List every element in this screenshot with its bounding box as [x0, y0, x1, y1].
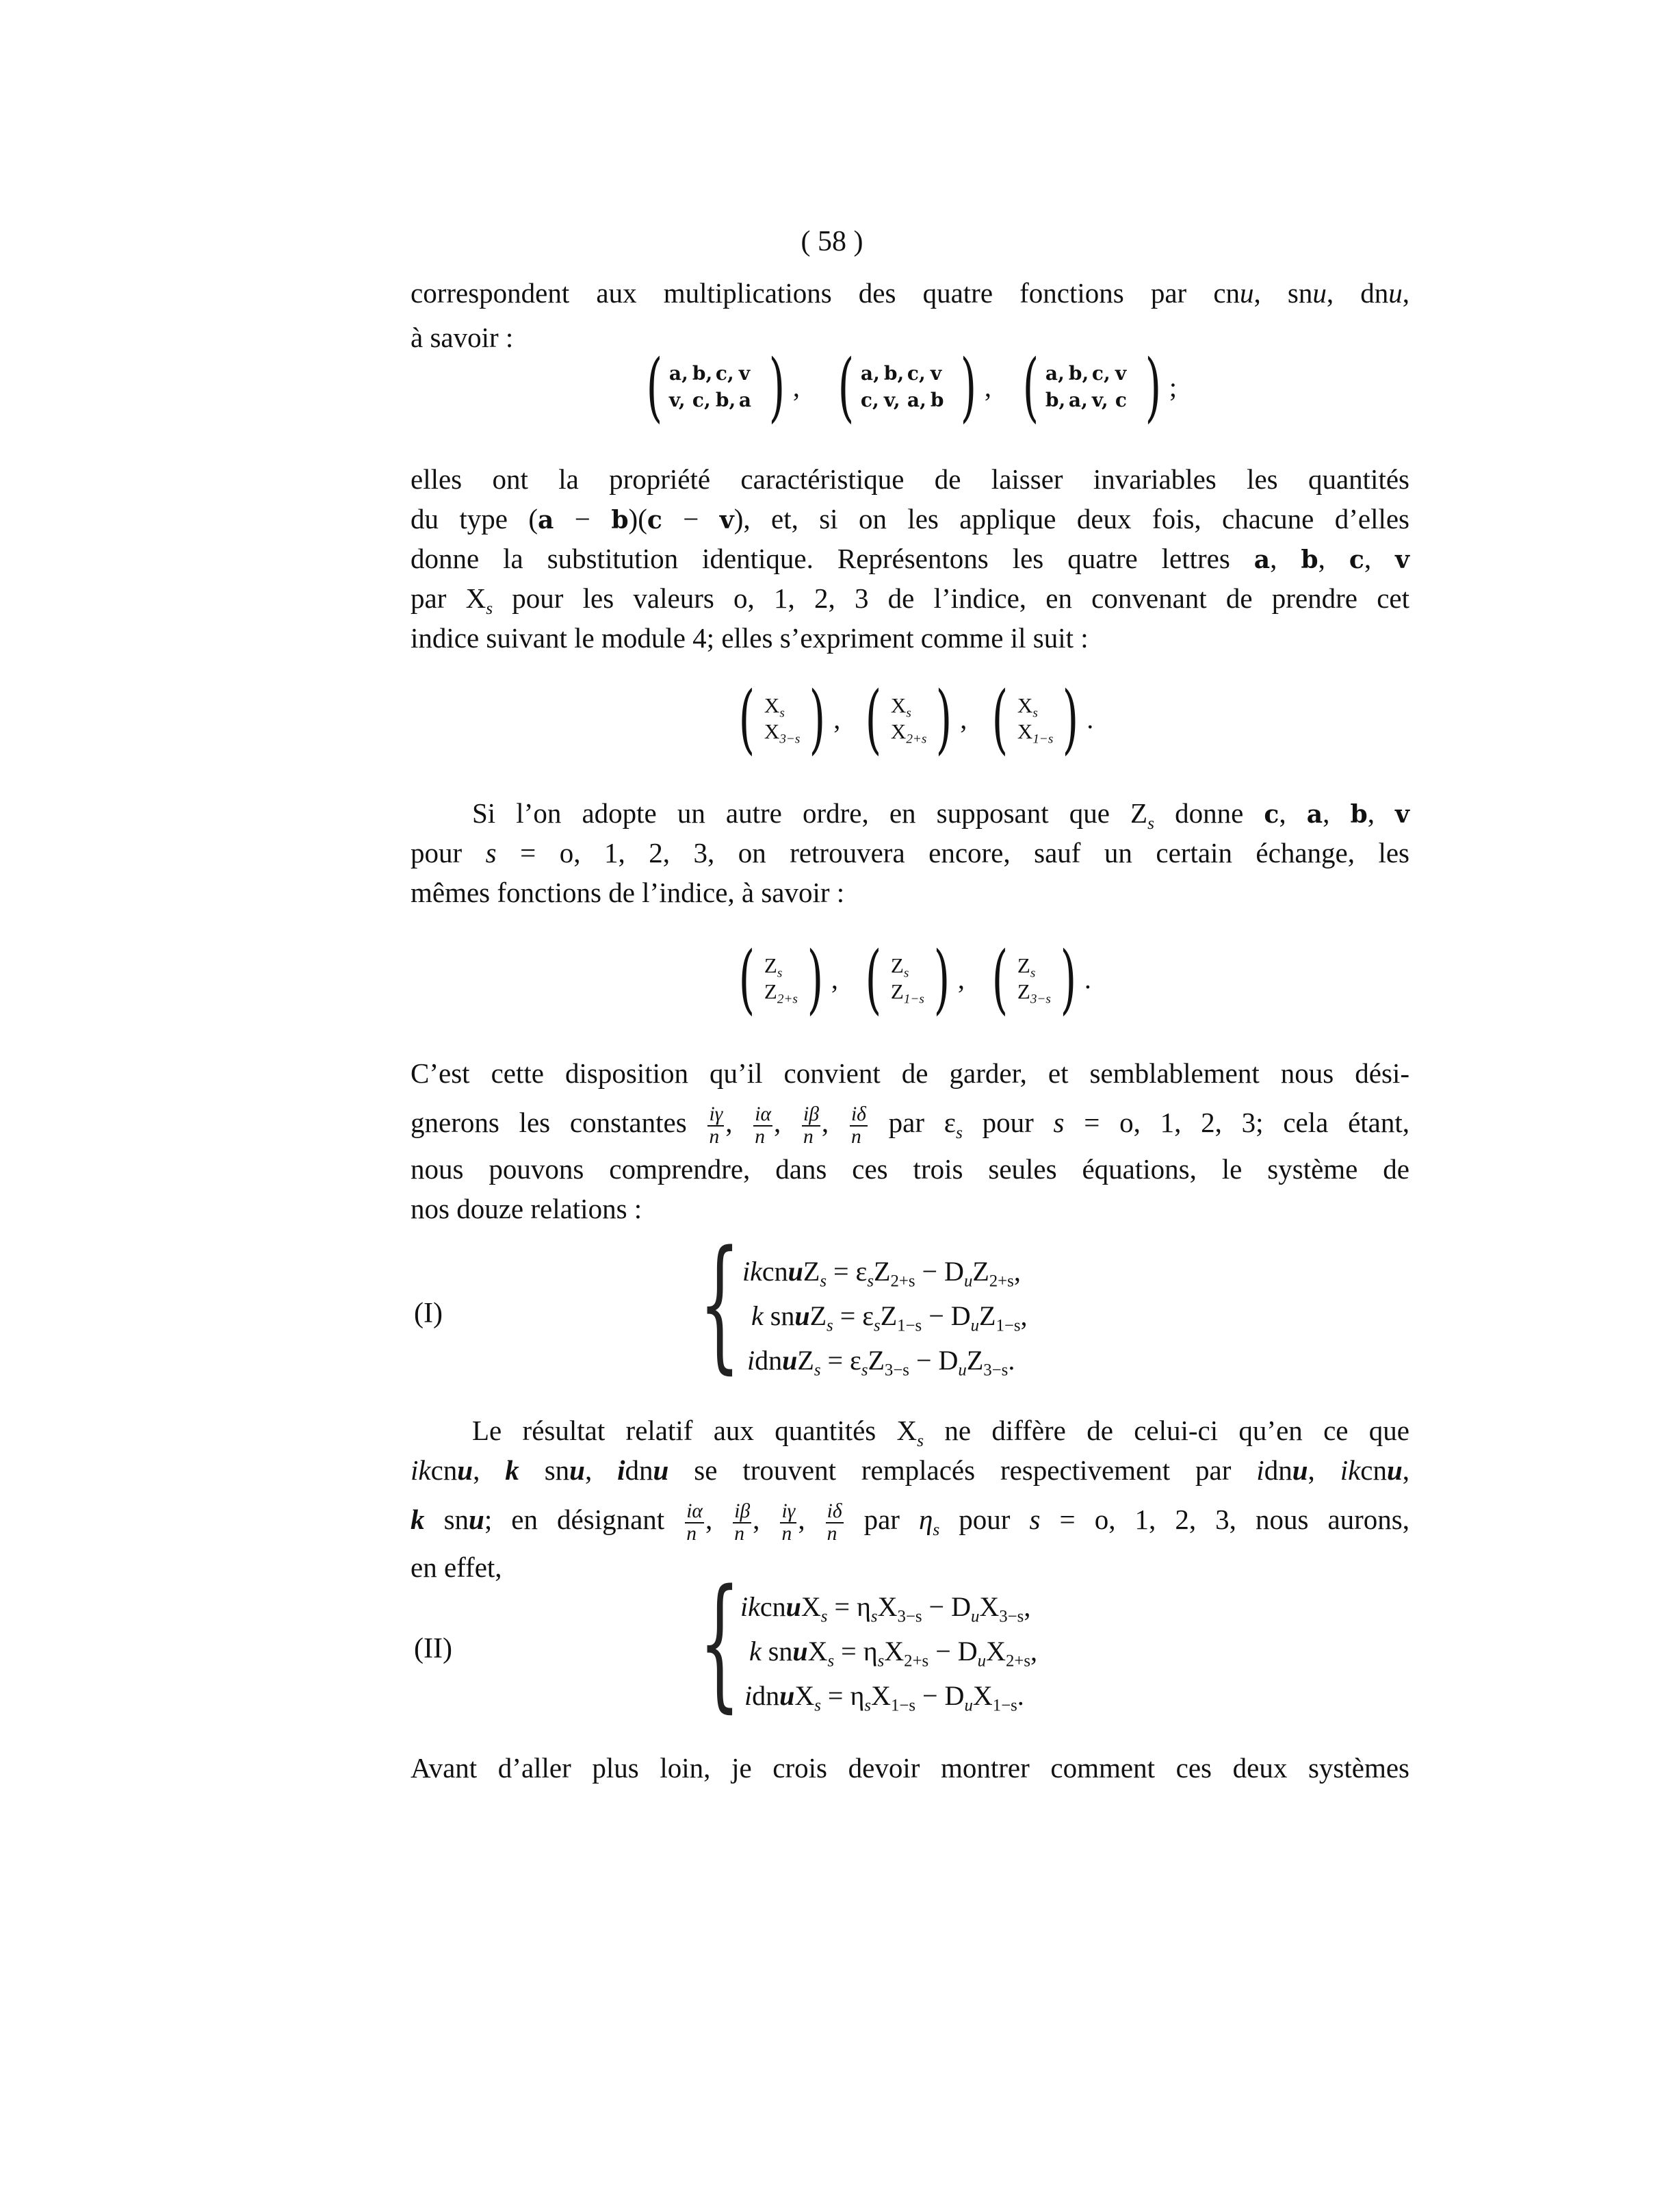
index-matrix: ( $X_s$ $X_{2+s}$ ) ,	[865, 675, 967, 762]
substitution-matrix: ( a, b, c, v b, a, v, c ) ;	[1022, 343, 1177, 430]
text-line: pour s = o, 1, 2, 3, on retrouvera encore, sauf un certain échange, les	[411, 837, 1410, 869]
text-line: C’est cette disposition qu’il convient de garder, et semblablement nous dési-	[411, 1057, 1409, 1089]
text-line: Avant d’aller plus loin, je crois devoir montrer comment ces deux systèmes	[411, 1752, 1409, 1784]
index-matrix: ( $Z_s$ $Z_{1-s}$ ) ,	[865, 935, 965, 1023]
text-line: nous pouvons comprendre, dans ces trois seules équations, le système de	[411, 1153, 1409, 1185]
equation: idnuX$_s$ = $\eta_sX_{1-s} - D_uX_{1-s}$.	[744, 1680, 1024, 1715]
text-line: Le résultat relatif aux quantités $X_s$ ne diffère de celui-ci qu’en ce que	[472, 1415, 1409, 1450]
equation: ikcnuX$_s$ = $\eta_sX_{3-s} - D_uX_{3-s}$,	[740, 1591, 1031, 1626]
index-matrix: ( $X_s$ $X_{3-s}$ ) ,	[738, 675, 841, 762]
substitution-matrix: ( a, b, c, v v, c, b, a ) ,	[646, 343, 800, 430]
equation: k snuZ$_s$ = $\varepsilon_sZ_{1-s} - D_uZ_{1-s}$,	[751, 1300, 1028, 1335]
text-line: Si l’on adopte un autre ordre, en supposant que $Z_s$ donne c, a, b, v	[472, 797, 1410, 833]
index-matrix: ( $X_s$ $X_{1-s}$ ) .	[991, 675, 1094, 762]
page-number: ( 58 )	[801, 226, 863, 257]
text-line: gnerons les constantes $\frac{i\gamma}{n}$ , $\frac{i\alpha}{n}$ , $\frac{i\beta}{n}$ , $\frac{i\delta}{n}$ par $\varepsilon_s$ pour s = o, 1, 2, 3; cela étant,	[411, 1103, 1410, 1148]
system-label: (I)	[414, 1298, 443, 1329]
text-line: en effet,	[411, 1552, 502, 1583]
system-brace: {	[699, 1558, 740, 1726]
text-line: elles ont la propriété caractéristique de laisser invariables les quantités	[411, 463, 1409, 495]
equation: ikcnuZ$_s$ = $\varepsilon_sZ_{2+s} - D_uZ_{2+s}$,	[742, 1256, 1021, 1291]
index-matrix: ( $Z_s$ $Z_{3-s}$ ) .	[991, 935, 1091, 1023]
text-line: du type (a − b)(c − v), et, si on les applique deux fois, chacune d’elles	[411, 503, 1410, 535]
text-line: correspondent aux multiplications des quatre fonctions par cnu, snu, dnu,	[411, 277, 1409, 309]
equation: idnuZ$_s$ = $\varepsilon_sZ_{3-s} - D_uZ_{3-s}$.	[747, 1345, 1015, 1380]
text-line: indice suivant le module 4; elles s’expriment comme il suit :	[411, 622, 1089, 654]
equation: k snuX$_s$ = $\eta_sX_{2+s} - D_uX_{2+s}$,	[749, 1636, 1038, 1671]
system-brace: {	[699, 1220, 740, 1387]
text-line: nos douze relations :	[411, 1193, 642, 1224]
text-line: mêmes fonctions de l’indice, à savoir :	[411, 877, 845, 908]
substitution-matrix: ( a, b, c, v c, v, a, b ) ,	[837, 343, 991, 430]
system-label: (II)	[414, 1633, 452, 1664]
text-line: donne la substitution identique. Représentons les quatre lettres a, b, c, v	[411, 543, 1409, 574]
text-line: ikcnu, k snu, idnu se trouvent remplacés respectivement par idnu, ikcnu,	[411, 1454, 1410, 1486]
text-line: par $X_s$ pour les valeurs o, 1, 2, 3 de l’indice, en convenant de prendre cet	[411, 582, 1409, 618]
index-matrix: ( $Z_s$ $Z_{2+s}$ ) ,	[738, 935, 838, 1023]
text-line: k snu; en désignant $\frac{i\alpha}{n}$ , $\frac{i\beta}{n}$ , $\frac{i\gamma}{n}$ , $\frac{i\delta}{n}$ par $\eta_s$ pour s = o, 1, 2, 3, nous aurons,	[411, 1500, 1410, 1545]
text-line: à savoir :	[411, 322, 514, 353]
